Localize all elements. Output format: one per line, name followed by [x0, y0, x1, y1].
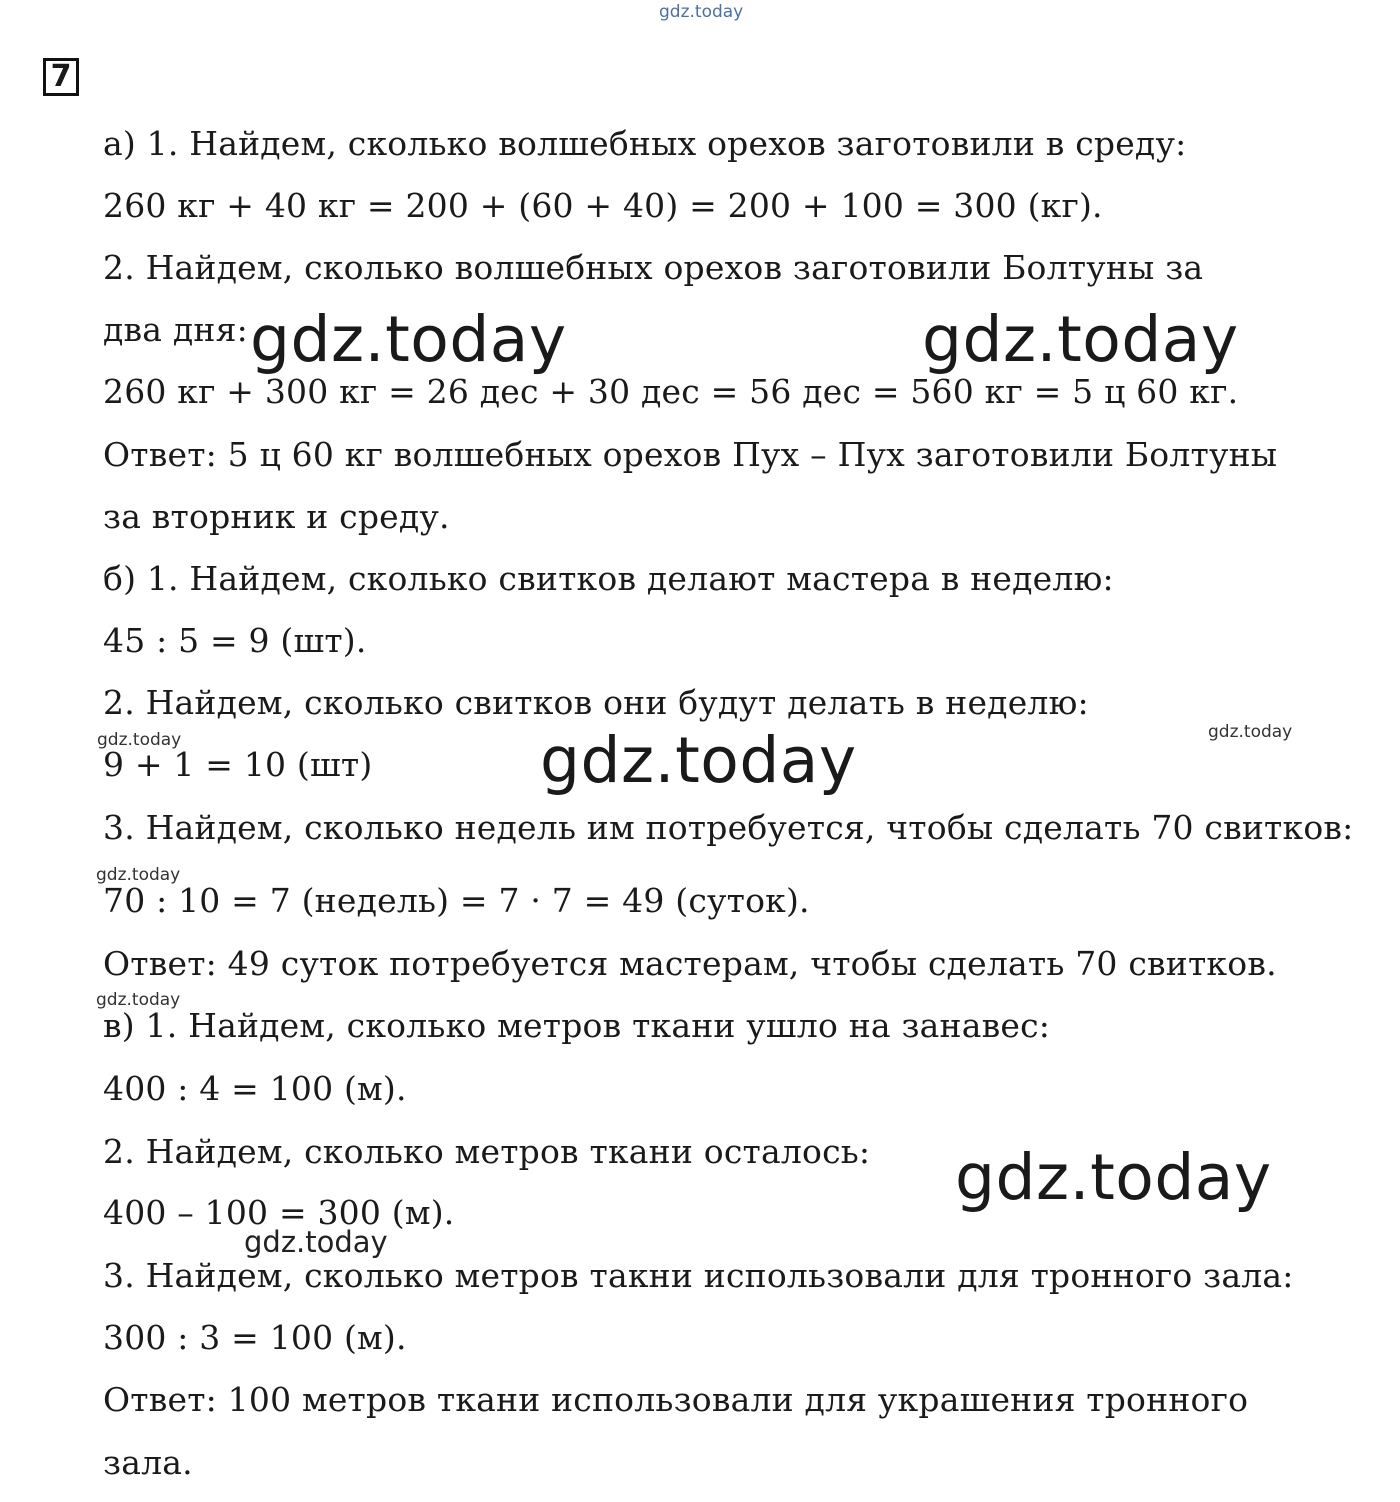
watermark-large: gdz.today	[922, 303, 1239, 376]
solution-line: 260 кг + 40 кг = 200 + (60 + 40) = 200 + 100 = 300 (кг).	[103, 186, 1103, 225]
solution-line: 9 + 1 = 10 (шт)	[103, 745, 373, 784]
answer-line: Ответ: 5 ц 60 кг волшебных орехов Пух – Пух заготовили Болтуны	[103, 435, 1278, 474]
answer-line: за вторник и среду.	[103, 497, 450, 536]
watermark-small: gdz.today	[97, 730, 182, 750]
watermark-large: gdz.today	[540, 724, 857, 797]
solution-line: 3. Найдем, сколько метров такни использовали для тронного зала:	[103, 1256, 1294, 1295]
solution-line: 260 кг + 300 кг = 26 дес + 30 дес = 56 дес = 560 кг = 5 ц 60 кг.	[103, 372, 1239, 411]
watermark-top: gdz.today	[659, 2, 744, 22]
solution-line: 2. Найдем, сколько свитков они будут делать в неделю:	[103, 683, 1089, 722]
watermark-large: gdz.today	[955, 1141, 1272, 1214]
solution-line: а) 1. Найдем, сколько волшебных орехов заготовили в среду:	[103, 124, 1187, 163]
answer-line: зала.	[103, 1443, 193, 1482]
solution-line: 2. Найдем, сколько метров ткани осталось:	[103, 1132, 871, 1171]
problem-number: 7	[43, 58, 79, 96]
watermark-small: gdz.today	[96, 865, 181, 885]
solution-line: 400 – 100 = 300 (м).	[103, 1193, 455, 1232]
solution-line: б) 1. Найдем, сколько свитков делают мастера в неделю:	[103, 559, 1114, 598]
answer-line: Ответ: 49 суток потребуется мастерам, чтобы сделать 70 свитков.	[103, 944, 1277, 983]
watermark-large: gdz.today	[250, 303, 567, 376]
solution-line: 400 : 4 = 100 (м).	[103, 1069, 407, 1108]
solution-line: два дня:	[103, 310, 248, 349]
solution-line: 3. Найдем, сколько недель им потребуется, чтобы сделать 70 свитков:	[103, 808, 1354, 847]
answer-line: Ответ: 100 метров ткани использовали для украшения тронного	[103, 1380, 1249, 1419]
watermark-medium: gdz.today	[244, 1225, 388, 1259]
watermark-small: gdz.today	[1208, 722, 1293, 742]
solution-line: 45 : 5 = 9 (шт).	[103, 621, 367, 660]
solution-line: в) 1. Найдем, сколько метров ткани ушло на занавес:	[103, 1006, 1051, 1045]
solution-line: 70 : 10 = 7 (недель) = 7 · 7 = 49 (суток).	[103, 881, 810, 920]
solution-line: 2. Найдем, сколько волшебных орехов заготовили Болтуны за	[103, 248, 1204, 287]
watermark-small: gdz.today	[96, 990, 181, 1010]
solution-line: 300 : 3 = 100 (м).	[103, 1318, 407, 1357]
